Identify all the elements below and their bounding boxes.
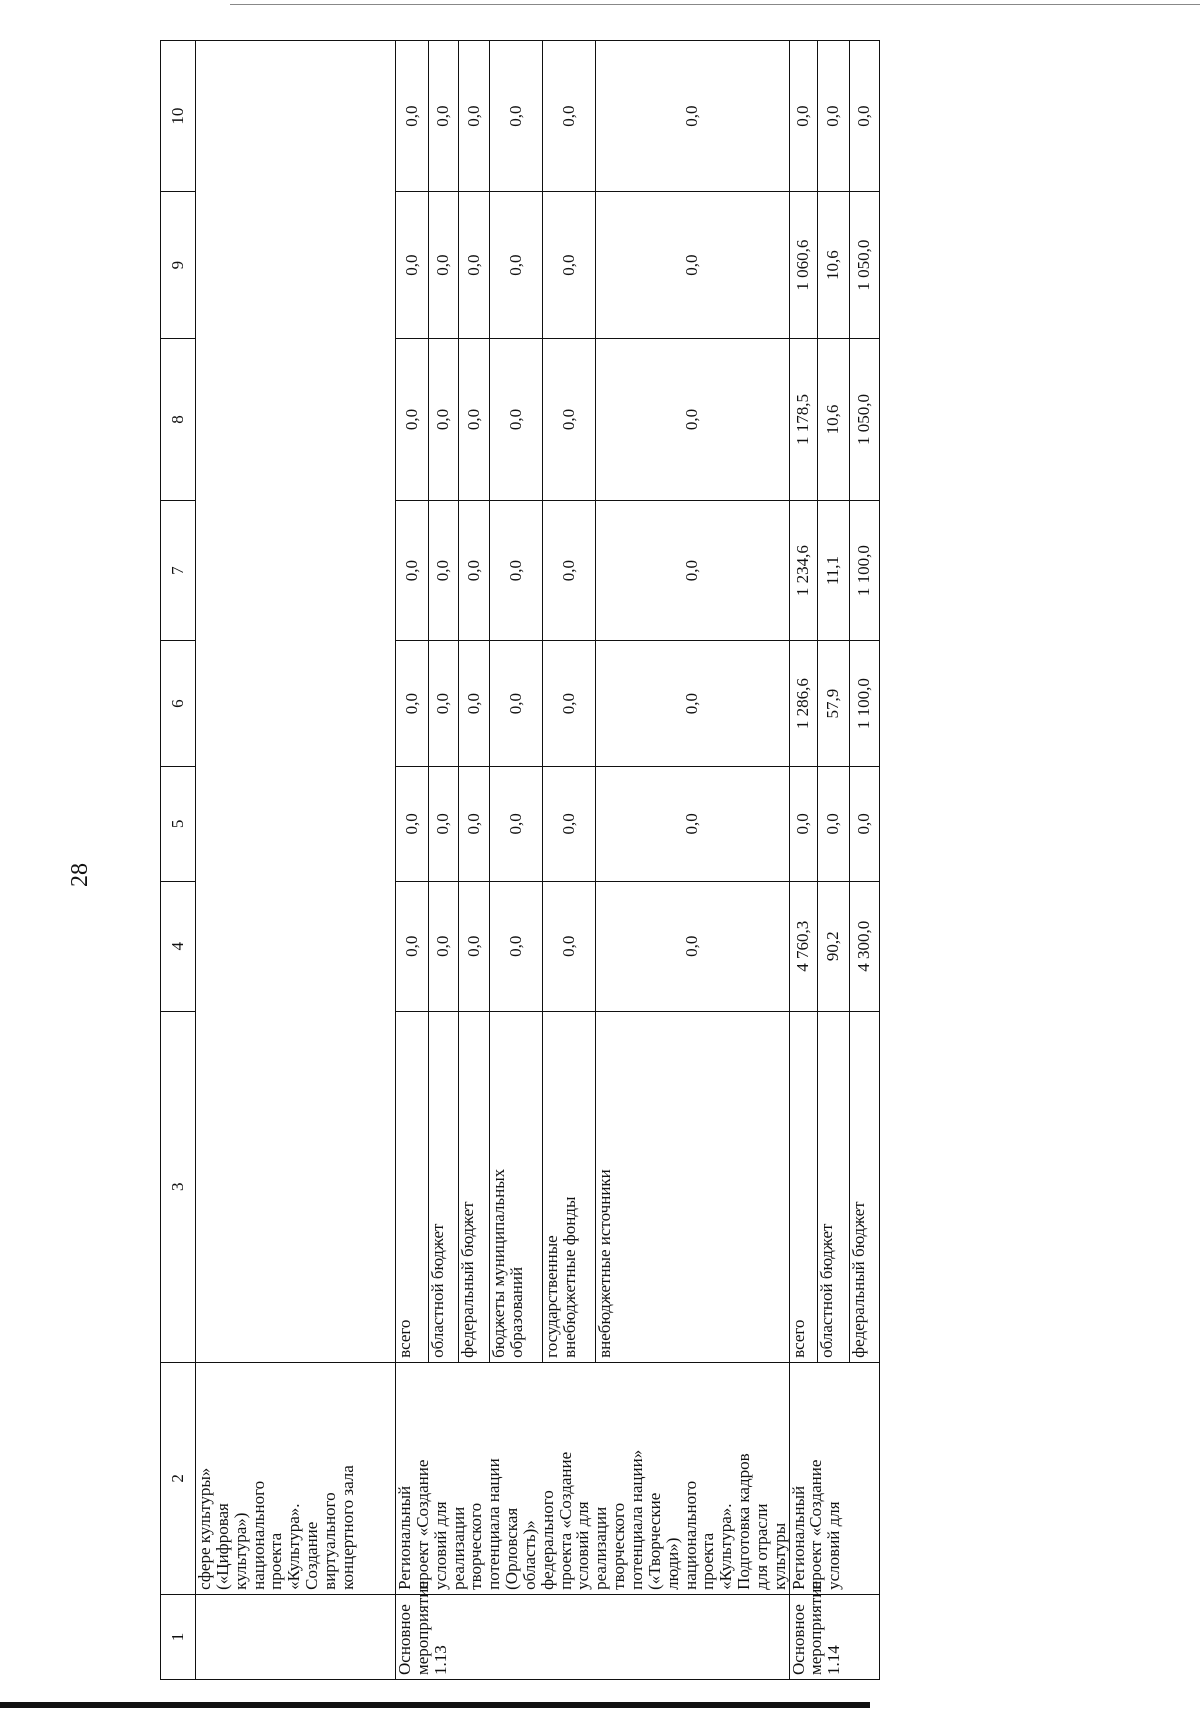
- value-cell-text: 0,0: [505, 408, 525, 431]
- value-cell: [849, 192, 879, 339]
- funding-source-cell: [789, 1011, 817, 1362]
- funding-source-cell: [459, 1011, 490, 1362]
- funding-source-cell-text: областной бюджет: [427, 1223, 447, 1358]
- value-cell: [849, 766, 879, 881]
- value-cell: [459, 500, 490, 640]
- value-cell: [428, 641, 459, 767]
- value-cell: [428, 766, 459, 881]
- value-cell-text: 10,6: [823, 404, 843, 435]
- value-cell-text: 0,0: [433, 692, 453, 715]
- value-cell-text: 0,0: [505, 559, 525, 582]
- value-cell: [489, 881, 542, 1011]
- value-cell: [542, 500, 595, 640]
- value-cell: [396, 500, 429, 640]
- value-cell-text: 0,0: [793, 813, 813, 835]
- rotated-table-container: [160, 40, 1090, 1680]
- value-cell: [542, 339, 595, 501]
- budget-table: [160, 40, 880, 1680]
- value-cell-text: 0,0: [558, 559, 578, 582]
- value-cell-text: 0,0: [401, 813, 421, 835]
- value-cell: [817, 41, 849, 192]
- funding-source-cell: [849, 1011, 879, 1362]
- empty-cell: [196, 41, 396, 1363]
- value-cell-text: 0,0: [401, 559, 421, 582]
- value-cell: [489, 192, 542, 339]
- value-cell-text: 0,0: [558, 692, 578, 715]
- value-cell-text: 0,0: [505, 935, 525, 957]
- value-cell-text: 1 050,0: [854, 393, 874, 445]
- value-cell-text: 0,0: [823, 813, 843, 835]
- activity-cell: [196, 1594, 396, 1679]
- header-cell-2: 2: [161, 1362, 196, 1594]
- value-cell-text: 0,0: [682, 254, 702, 276]
- value-cell: [396, 41, 429, 192]
- value-cell: [817, 766, 849, 881]
- value-cell: [459, 339, 490, 501]
- project-cell: [789, 1362, 879, 1594]
- value-cell-text: 0,0: [505, 254, 525, 276]
- value-cell-text: 0,0: [401, 692, 421, 715]
- value-cell: [789, 41, 817, 192]
- value-cell-text: 0,0: [682, 408, 702, 431]
- value-cell-text: 0,0: [854, 105, 874, 127]
- value-cell: [459, 41, 490, 192]
- value-cell-text: 0,0: [505, 813, 525, 835]
- value-cell-text: 0,0: [682, 559, 702, 582]
- value-cell: [817, 339, 849, 501]
- funding-source-cell-text: внебюджетные источники: [594, 1169, 614, 1358]
- header-row: [161, 41, 196, 1680]
- value-cell-text: 0,0: [682, 692, 702, 715]
- value-cell: [817, 192, 849, 339]
- value-cell-text: 1 100,0: [854, 678, 874, 730]
- value-cell: [459, 192, 490, 339]
- value-cell-text: 0,0: [682, 105, 702, 127]
- funding-source-cell: [817, 1011, 849, 1362]
- value-cell-text: 0,0: [682, 813, 702, 835]
- value-cell: [396, 766, 429, 881]
- value-cell-text: 1 286,6: [793, 678, 813, 730]
- value-cell-text: 0,0: [464, 935, 484, 957]
- header-cell-8: 8: [161, 339, 196, 501]
- project-cell-text: сфере культуры» («Цифровая культура») национального проекта «Культура». Создание виртуального концертного зала: [195, 1465, 357, 1590]
- funding-source-cell: [428, 1011, 459, 1362]
- value-cell: [595, 339, 789, 501]
- value-cell-text: 0,0: [464, 254, 484, 276]
- value-cell: [428, 41, 459, 192]
- value-cell-text: 1 100,0: [854, 545, 874, 597]
- value-cell-text: 0,0: [823, 105, 843, 127]
- funding-source-cell-text: федеральный бюджет: [848, 1201, 868, 1358]
- value-cell-text: 0,0: [401, 935, 421, 957]
- funding-source-cell-text: всего: [788, 1319, 808, 1358]
- funding-source-cell-text: государственные внебюджетные фонды: [541, 1196, 579, 1358]
- value-cell: [849, 500, 879, 640]
- value-cell-text: 0,0: [464, 408, 484, 431]
- activity-cell-text: Основное мероприятие 1.14: [788, 1581, 844, 1675]
- value-cell-text: 1 234,6: [793, 545, 813, 597]
- project-cell: [396, 1362, 790, 1594]
- funding-source-cell: [542, 1011, 595, 1362]
- value-cell-text: 0,0: [401, 105, 421, 127]
- funding-source-cell-text: всего: [395, 1319, 414, 1358]
- project-cell-text: Региональный проект «Создание условий для реализации творческого потенциала нации (Орловская область)» федерального проекта «Создание условий для реализации творческого потенциала нации» («Творческие люди») национального проекта «Культура». Подготовка кадров для отрасли культуры: [395, 1449, 789, 1590]
- value-cell: [459, 881, 490, 1011]
- table-body: [161, 41, 880, 1680]
- value-cell-text: 1 178,5: [793, 393, 813, 445]
- funding-source-cell-text: федеральный бюджет: [458, 1201, 478, 1358]
- header-cell-7: 7: [161, 500, 196, 640]
- value-cell: [595, 500, 789, 640]
- value-cell-text: 90,2: [823, 931, 843, 962]
- value-cell: [789, 500, 817, 640]
- activity-cell-text: Основное мероприятие 1.13: [395, 1581, 450, 1675]
- value-cell: [489, 41, 542, 192]
- scan-edge-bottom: [0, 1702, 870, 1708]
- header-cell-3: 3: [161, 1011, 196, 1362]
- value-cell-text: 0,0: [505, 105, 525, 127]
- value-cell-text: 0,0: [558, 408, 578, 431]
- funding-source-cell: [595, 1011, 789, 1362]
- page-number: 28: [66, 863, 93, 887]
- header-cell-6: 6: [161, 641, 196, 767]
- value-cell: [595, 881, 789, 1011]
- value-cell-text: 0,0: [854, 813, 874, 835]
- value-cell-text: 11,1: [823, 556, 843, 586]
- value-cell: [595, 766, 789, 881]
- value-cell-text: 10,6: [823, 250, 843, 281]
- value-cell: [459, 766, 490, 881]
- value-cell: [542, 766, 595, 881]
- value-cell: [817, 641, 849, 767]
- value-cell: [595, 641, 789, 767]
- value-cell: [849, 881, 879, 1011]
- value-cell-text: 4 760,3: [793, 920, 813, 972]
- funding-source-cell: [489, 1011, 542, 1362]
- value-cell-text: 0,0: [401, 408, 421, 431]
- value-cell-text: 1 060,6: [793, 239, 813, 291]
- funding-source-cell: [396, 1011, 429, 1362]
- value-cell-text: 0,0: [433, 935, 453, 957]
- project-cell-text: Региональный проект «Создание условий для: [788, 1459, 844, 1590]
- table-row: [196, 41, 396, 1680]
- value-cell: [396, 192, 429, 339]
- value-cell: [595, 192, 789, 339]
- value-cell: [817, 881, 849, 1011]
- value-cell: [789, 339, 817, 501]
- value-cell-text: 0,0: [433, 105, 453, 127]
- value-cell: [789, 641, 817, 767]
- value-cell: [849, 339, 879, 501]
- value-cell-text: 1 050,0: [854, 239, 874, 291]
- value-cell-text: 0,0: [558, 105, 578, 127]
- value-cell: [817, 500, 849, 640]
- value-cell-text: 0,0: [464, 105, 484, 127]
- value-cell-text: 0,0: [793, 105, 813, 127]
- header-cell-1: 1: [161, 1594, 196, 1679]
- header-cell-4: 4: [161, 881, 196, 1011]
- value-cell-text: 0,0: [433, 408, 453, 431]
- value-cell-text: 0,0: [682, 935, 702, 957]
- value-cell-text: 0,0: [433, 254, 453, 276]
- value-cell-text: 0,0: [464, 692, 484, 715]
- value-cell: [428, 881, 459, 1011]
- value-cell: [542, 641, 595, 767]
- value-cell: [789, 766, 817, 881]
- value-cell-text: 0,0: [505, 692, 525, 715]
- table-row: [789, 41, 817, 1680]
- value-cell: [396, 881, 429, 1011]
- value-cell-text: 0,0: [433, 559, 453, 582]
- value-cell-text: 0,0: [464, 559, 484, 582]
- value-cell: [459, 641, 490, 767]
- value-cell-text: 0,0: [558, 813, 578, 835]
- value-cell: [489, 339, 542, 501]
- header-cell-9: 9: [161, 192, 196, 339]
- value-cell: [489, 500, 542, 640]
- value-cell: [396, 641, 429, 767]
- header-cell-5: 5: [161, 766, 196, 881]
- value-cell: [542, 881, 595, 1011]
- value-cell: [428, 192, 459, 339]
- value-cell-text: 0,0: [464, 813, 484, 835]
- value-cell-text: 0,0: [433, 813, 453, 835]
- value-cell-text: 57,9: [823, 688, 843, 719]
- value-cell-text: 0,0: [558, 935, 578, 957]
- value-cell: [789, 192, 817, 339]
- value-cell: [595, 41, 789, 192]
- value-cell: [542, 192, 595, 339]
- value-cell: [789, 881, 817, 1011]
- value-cell: [428, 500, 459, 640]
- funding-source-cell-text: бюджеты муниципальных образований: [488, 1168, 526, 1358]
- value-cell: [542, 41, 595, 192]
- value-cell-text: 4 300,0: [854, 920, 874, 972]
- project-cell: [196, 1362, 396, 1594]
- header-cell-10: 10: [161, 41, 196, 192]
- activity-cell: [395, 1581, 790, 1679]
- table-row: [396, 41, 429, 1680]
- value-cell: [849, 641, 879, 767]
- activity-cell: [788, 1581, 879, 1679]
- scan-edge-top: [230, 4, 1200, 5]
- value-cell: [396, 339, 429, 501]
- value-cell: [849, 41, 879, 192]
- value-cell: [489, 641, 542, 767]
- value-cell: [428, 339, 459, 501]
- funding-source-cell-text: областной бюджет: [816, 1223, 836, 1358]
- value-cell: [489, 766, 542, 881]
- value-cell-text: 0,0: [401, 254, 421, 276]
- value-cell-text: 0,0: [558, 254, 578, 276]
